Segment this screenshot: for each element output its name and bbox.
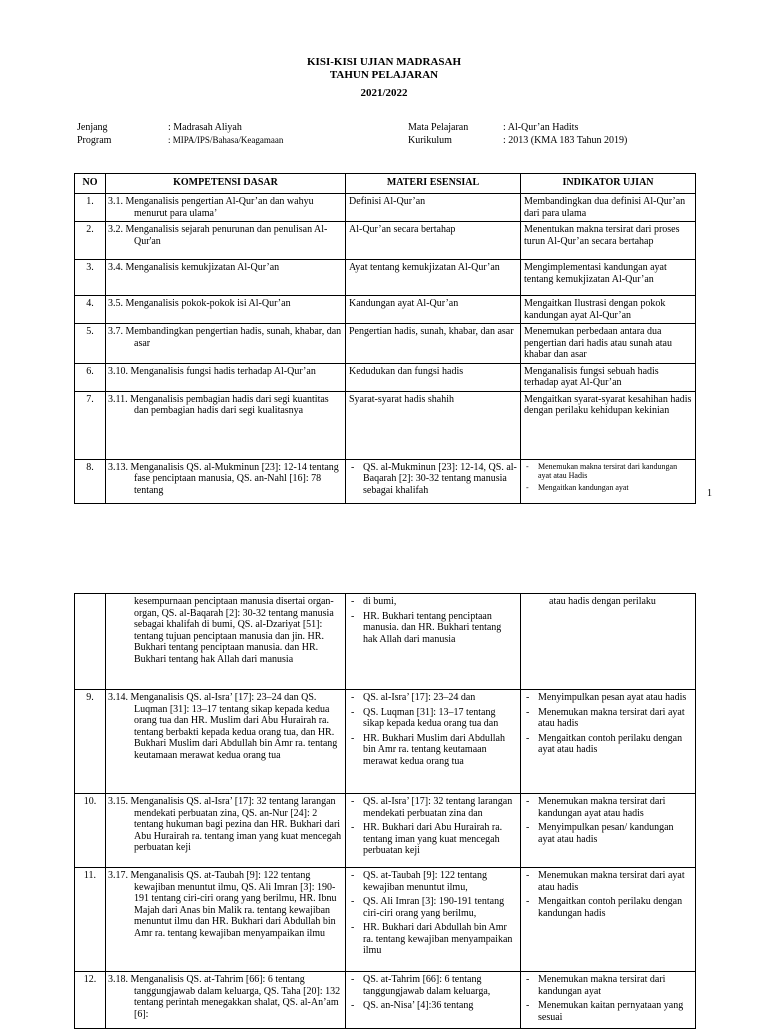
list-item: - Menyimpulkan pesan ayat atau hadis [524,692,692,704]
row-number: 12. [75,972,106,1029]
program-label: Program [77,135,112,146]
program-value: : MIPA/IPS/Bahasa/Keagamaan [168,135,284,145]
kompetensi-dasar-cell: 3.17. Menganalisis QS. at-Taubah [9]: 122 tentang kewajiban menuntut ilmu, QS. Ali Imran [3]: 190-191 tentang ciri-ciri orang yang berilmu, HR. Ibnu Majah dari Anas bin Malik ra. tentang kewajiban menuntut ilmu dan HR. Bukhari dari Abdullah bin Amr ra. tentang kewajiban menyampaikan ilmu [106,868,346,972]
row-number: 10. [75,794,106,868]
table-row [75,222,696,260]
row-number: 4. [75,296,106,324]
table-row [75,690,696,794]
materi-esensial-cell [346,690,521,794]
list-item: - HR. Bukhari Muslim dari Abdullah bin Amr ra. tentang keutamaan merawat kedua orang tua [349,733,517,768]
indikator-ujian-cell: Menemukan perbedaan antara dua pengertian dari hadis atau sunah atau khabar dan asar [521,324,696,364]
kompetensi-dasar-cell: 3.15. Menganalisis QS. al-Isra’ [17]: 32 tentang larangan mendekati perbuatan zina, QS. an-Nur [24]: 2 tentang hukuman bagi pezina dan HR. Bukhari dari Abu Hurairah ra. tentang iman yang kuat mencegah perbuatan keji [106,794,346,868]
materi-esensial-cell [346,868,521,972]
jenjang-value: : Madrasah Aliyah [168,122,242,133]
table-row [75,594,696,690]
dash-list [524,692,692,756]
row-number: 7. [75,391,106,459]
materi-esensial-cell: Al-Qur’an secara bertahap [346,222,521,260]
indikator-ujian-cell [521,459,696,503]
doc-title: KISI-KISI UJIAN MADRASAH [306,56,462,68]
list-item: - di bumi, [349,596,517,608]
kurikulum-value: : 2013 (KMA 183 Tahun 2019) [503,135,628,146]
row-number: 9. [75,690,106,794]
row-number: 2. [75,222,106,260]
materi-esensial-cell: Syarat-syarat hadis shahih [346,391,521,459]
dash-list [349,692,517,767]
table-row [75,324,696,364]
indikator-ujian-cell [521,972,696,1029]
col-header-kd: KOMPETENSI DASAR [106,174,346,194]
list-item: - Menemukan makna tersirat dari kandungan ayat atau Hadis [524,462,692,480]
col-header-materi: MATERI ESENSIAL [346,174,521,194]
kompetensi-dasar-cell: 3.7. Membandingkan pengertian hadis, sunah, khabar, dan asar [106,324,346,364]
kompetensi-dasar-cell: 3.1. Menganalisis pengertian Al-Qur’an dan wahyu menurut para ulama’ [106,194,346,222]
indikator-ujian-cell [521,794,696,868]
indikator-ujian-cell: Membandingkan dua definisi Al-Qur’an dari para ulama [521,194,696,222]
list-item: - Menemukan makna tersirat dari kandungan ayat [524,974,692,997]
materi-esensial-cell [346,594,521,690]
row-number: 6. [75,363,106,391]
list-item: - Mengaitkan kandungan ayat [524,483,692,492]
dash-list [524,974,692,1023]
table-row [75,296,696,324]
page-number: 1 [707,488,712,499]
dash-list [524,796,692,845]
row-number [75,594,106,690]
materi-esensial-cell: Kedudukan dan fungsi hadis [346,363,521,391]
materi-esensial-cell: Definisi Al-Qur’an [346,194,521,222]
indikator-ujian-cell: Mengimplementasi kandungan ayat tentang kemukjizatan Al-Qur’an [521,260,696,296]
list-item: - Menemukan kaitan pernyataan yang sesuai [524,1000,692,1023]
row-number: 11. [75,868,106,972]
list-item: - HR. Bukhari dari Abdullah bin Amr ra. tentang kewajiban menyampaikan ilmu [349,922,517,957]
kisi-table-page1 [74,173,696,504]
indikator-ujian-cell: Menentukan makna tersirat dari proses turun Al-Qur’an secara bertahap [521,222,696,260]
materi-esensial-cell: Kandungan ayat Al-Qur’an [346,296,521,324]
kompetensi-dasar-cell: 3.13. Menganalisis QS. al-Mukminun [23]: 12-14 tentang fase penciptaan manusia, QS. an-Nahl [16]: 78 tentang [106,459,346,503]
table-row [75,194,696,222]
materi-esensial-cell: Pengertian hadis, sunah, khabar, dan asar [346,324,521,364]
table-row [75,868,696,972]
table-row [75,972,696,1029]
list-item: - QS. al-Isra’ [17]: 32 tentang larangan mendekati perbuatan zina dan [349,796,517,819]
row-number: 1. [75,194,106,222]
table-row [75,363,696,391]
indikator-ujian-cell [521,868,696,972]
list-item: - QS. al-Mukminun [23]: 12-14, QS. al-Baqarah [2]: 30-32 tentang manusia sebagai khalifah [349,462,517,497]
mapel-value: : Al-Qur’an Hadits [503,122,579,133]
kompetensi-dasar-cell: 3.5. Menganalisis pokok-pokok isi Al-Qur’an [106,296,346,324]
kompetensi-dasar-cell: 3.11. Menganalisis pembagian hadis dari segi kuantitas dan pembagian hadis dari segi kualitasnya [106,391,346,459]
list-item: - QS. at-Tahrim [66]: 6 tentang tanggungjawab dalam keluarga, [349,974,517,997]
mapel-label: Mata Pelajaran [408,122,469,133]
list-item: - QS. an-Nisa’ [4]:36 tentang [349,1000,517,1012]
dash-list [349,596,517,645]
dash-list [524,870,692,919]
row-number: 3. [75,260,106,296]
kompetensi-dasar-cell: 3.14. Menganalisis QS. al-Isra’ [17]: 23–24 dan QS. Luqman [31]: 13–17 tentang sikap kepada kedua orang tua dan HR. Muslim dari Abu Hurairah ra. tentang berbakti kepada kedua orang tua, dan HR. Bukhari Muslim dari Abdullah bin Amr ra. tentang keutamaan merawat kedua orang tua [106,690,346,794]
indikator-ujian-cell: Menganalisis fungsi sebuah hadis terhadap ayat Al-Qur’an [521,363,696,391]
kompetensi-dasar-cell: 3.4. Menganalisis kemukjizatan Al-Qur’an [106,260,346,296]
indikator-ujian-cell: Mengaitkan syarat-syarat kesahihan hadis dengan perilaku kehidupan kekinian [521,391,696,459]
kompetensi-dasar-cell: 3.10. Menganalisis fungsi hadis terhadap Al-Qur’an [106,363,346,391]
table-row [75,794,696,868]
row-number: 8. [75,459,106,503]
dash-list [349,462,517,497]
dash-list [349,870,517,957]
table-row [75,260,696,296]
table-body-page2 [75,594,696,1029]
dash-list [524,462,692,493]
list-item: - Mengaitkan contoh perilaku dengan kandungan hadis [524,896,692,919]
doc-subtitle: TAHUN PELAJARAN [329,69,439,81]
indikator-ujian-cell: atau hadis dengan perilaku [521,594,696,690]
materi-esensial-cell [346,459,521,503]
col-header-indikator: INDIKATOR UJIAN [521,174,696,194]
kisi-table-page2 [74,593,696,1029]
list-item: - Mengaitkan contoh perilaku dengan ayat atau hadis [524,733,692,756]
dash-list [349,974,517,1012]
materi-esensial-cell [346,794,521,868]
list-item: - Menyimpulkan pesan/ kandungan ayat atau hadis [524,822,692,845]
kompetensi-dasar-cell: 3.2. Menganalisis sejarah penurunan dan penulisan Al-Qur'an [106,222,346,260]
list-item: - Menemukan makna tersirat dari ayat atau hadis [524,707,692,730]
list-item: - QS. Luqman [31]: 13–17 tentang sikap kepada kedua orang tua dan [349,707,517,730]
list-item: - HR. Bukhari dari Abu Hurairah ra. tentang iman yang kuat mencegah perbuatan keji [349,822,517,857]
kompetensi-dasar-cell: kesempurnaan penciptaan manusia disertai organ-organ, QS. al-Baqarah [2]: 30-32 tentang manusia sebagai khalifah di bumi, QS. al-Dzariyat [51]: tentang tujuan penciptaan manusia dan jin. HR. Bukhari tentang penciptaan manusia. dan HR. Bukhari tentang hak Allah dari manusia [106,594,346,690]
table-body-page1 [75,194,696,504]
dash-list [349,796,517,857]
indikator-ujian-cell: Mengaitkan Ilustrasi dengan pokok kandungan ayat Al-Qur’an [521,296,696,324]
list-item: - QS. Ali Imran [3]: 190-191 tentang ciri-ciri orang yang berilmu, [349,896,517,919]
kurikulum-label: Kurikulum [408,135,452,146]
list-item: - Menemukan makna tersirat dari ayat atau hadis [524,870,692,893]
materi-esensial-cell [346,972,521,1029]
kompetensi-dasar-cell: 3.18. Menganalisis QS. at-Tahrim [66]: 6 tentang tanggungjawab dalam keluarga, QS. Taha [20]: 132 tentang perintah menegakkan shalat, QS. al-An’am [6]: [106,972,346,1029]
row-number: 5. [75,324,106,364]
list-item: - QS. al-Isra’ [17]: 23–24 dan [349,692,517,704]
list-item: - Menemukan makna tersirat dari kandungan ayat atau hadis [524,796,692,819]
col-header-no: NO [75,174,106,194]
materi-esensial-cell: Ayat tentang kemukjizatan Al-Qur’an [346,260,521,296]
indikator-ujian-cell [521,690,696,794]
doc-year: 2021/2022 [360,87,408,99]
list-item: - HR. Bukhari tentang penciptaan manusia. dan HR. Bukhari tentang hak Allah dari manusia [349,611,517,646]
list-item: - QS. at-Taubah [9]: 122 tentang kewajiban menuntut ilmu, [349,870,517,893]
table-row [75,391,696,459]
table-row [75,459,696,503]
jenjang-label: Jenjang [77,122,108,133]
